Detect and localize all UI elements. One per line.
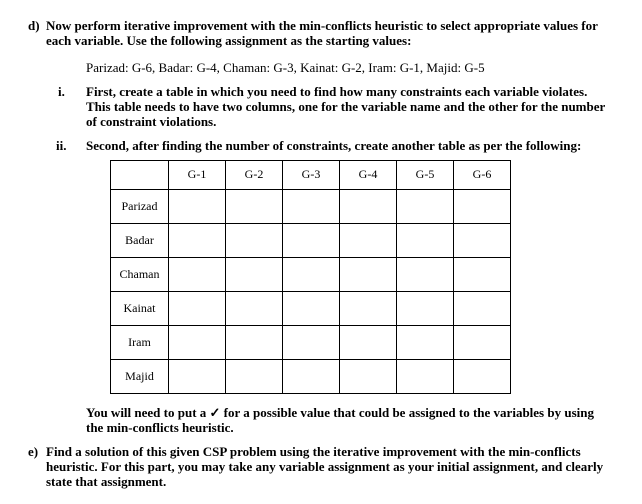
item-i-marker: i.: [58, 84, 65, 99]
table-cell: [454, 190, 511, 224]
table-cell: [454, 326, 511, 360]
part-d-line-2: each variable. Use the following assignment as the starting values:: [46, 33, 412, 48]
table-cell: [169, 360, 226, 394]
table-cell: [340, 292, 397, 326]
table-cell: [169, 190, 226, 224]
table-cell: [226, 224, 283, 258]
table-row: [111, 190, 511, 224]
table-cell: [169, 224, 226, 258]
part-d-marker: d): [28, 18, 40, 33]
part-e-marker: e): [28, 444, 39, 459]
table-cell: [397, 360, 454, 394]
table-cell: [226, 258, 283, 292]
table-cell: [397, 326, 454, 360]
row-label: Kainat: [111, 292, 169, 326]
column-header: G-1: [169, 161, 226, 190]
column-header: G-4: [340, 161, 397, 190]
table-cell: [397, 190, 454, 224]
table-cell: [454, 258, 511, 292]
table-cell: [283, 224, 340, 258]
row-label: Parizad: [111, 190, 169, 224]
table-corner-cell: [111, 161, 169, 190]
table-cell: [283, 360, 340, 394]
table-cell: [454, 360, 511, 394]
row-label: Iram: [111, 326, 169, 360]
table-cell: [226, 360, 283, 394]
part-e-line-2: heuristic. For this part, you may take any variable assignment as your initial assignment, and clearly: [46, 459, 604, 474]
part-e-line-1: Find a solution of this given CSP problem using the iterative improvement with the min-conflicts: [46, 444, 581, 459]
table-cell: [454, 224, 511, 258]
table-cell: [226, 292, 283, 326]
after-table-line-1: You will need to put a ✓ for a possible value that could be assigned to the variables by using: [86, 405, 594, 420]
part-e-line-3: state that assignment.: [46, 474, 167, 489]
table-cell: [340, 326, 397, 360]
item-ii-line-1: Second, after finding the number of constraints, create another table as per the following:: [86, 138, 582, 153]
table-row: [111, 224, 511, 258]
table-cell: [169, 326, 226, 360]
item-ii-marker: ii.: [56, 138, 67, 153]
column-header: G-5: [397, 161, 454, 190]
table-cell: [283, 326, 340, 360]
table-cell: [226, 190, 283, 224]
table-cell: [169, 292, 226, 326]
assignment-table: [110, 160, 511, 394]
column-header: G-3: [283, 161, 340, 190]
row-label: Chaman: [111, 258, 169, 292]
table-cell: [226, 326, 283, 360]
table-row: [111, 326, 511, 360]
starting-assignment: Parizad: G-6, Badar: G-4, Chaman: G-3, Kainat: G-2, Iram: G-1, Majid: G-5: [86, 60, 485, 75]
table-cell: [283, 258, 340, 292]
table-cell: [169, 258, 226, 292]
row-label: Majid: [111, 360, 169, 394]
table-row: [111, 360, 511, 394]
table-cell: [340, 258, 397, 292]
table-header-row: [111, 161, 511, 190]
table-cell: [340, 224, 397, 258]
row-label: Badar: [111, 224, 169, 258]
part-d-line-1: Now perform iterative improvement with the min-conflicts heuristic to select appropriate values for: [46, 18, 598, 33]
item-i-line-3: of constraint violations.: [86, 114, 217, 129]
column-header: G-6: [454, 161, 511, 190]
table-cell: [454, 292, 511, 326]
table-row: [111, 292, 511, 326]
table-cell: [283, 190, 340, 224]
table-cell: [340, 360, 397, 394]
after-table-line-2: the min-conflicts heuristic.: [86, 420, 234, 435]
item-i-line-2: This table needs to have two columns, one for the variable name and the other for the number: [86, 99, 606, 114]
table-cell: [283, 292, 340, 326]
table-cell: [397, 224, 454, 258]
table-cell: [397, 292, 454, 326]
table-row: [111, 258, 511, 292]
item-i-line-1: First, create a table in which you need to find how many constraints each variable violates.: [86, 84, 588, 99]
table-cell: [340, 190, 397, 224]
table-cell: [397, 258, 454, 292]
column-header: G-2: [226, 161, 283, 190]
